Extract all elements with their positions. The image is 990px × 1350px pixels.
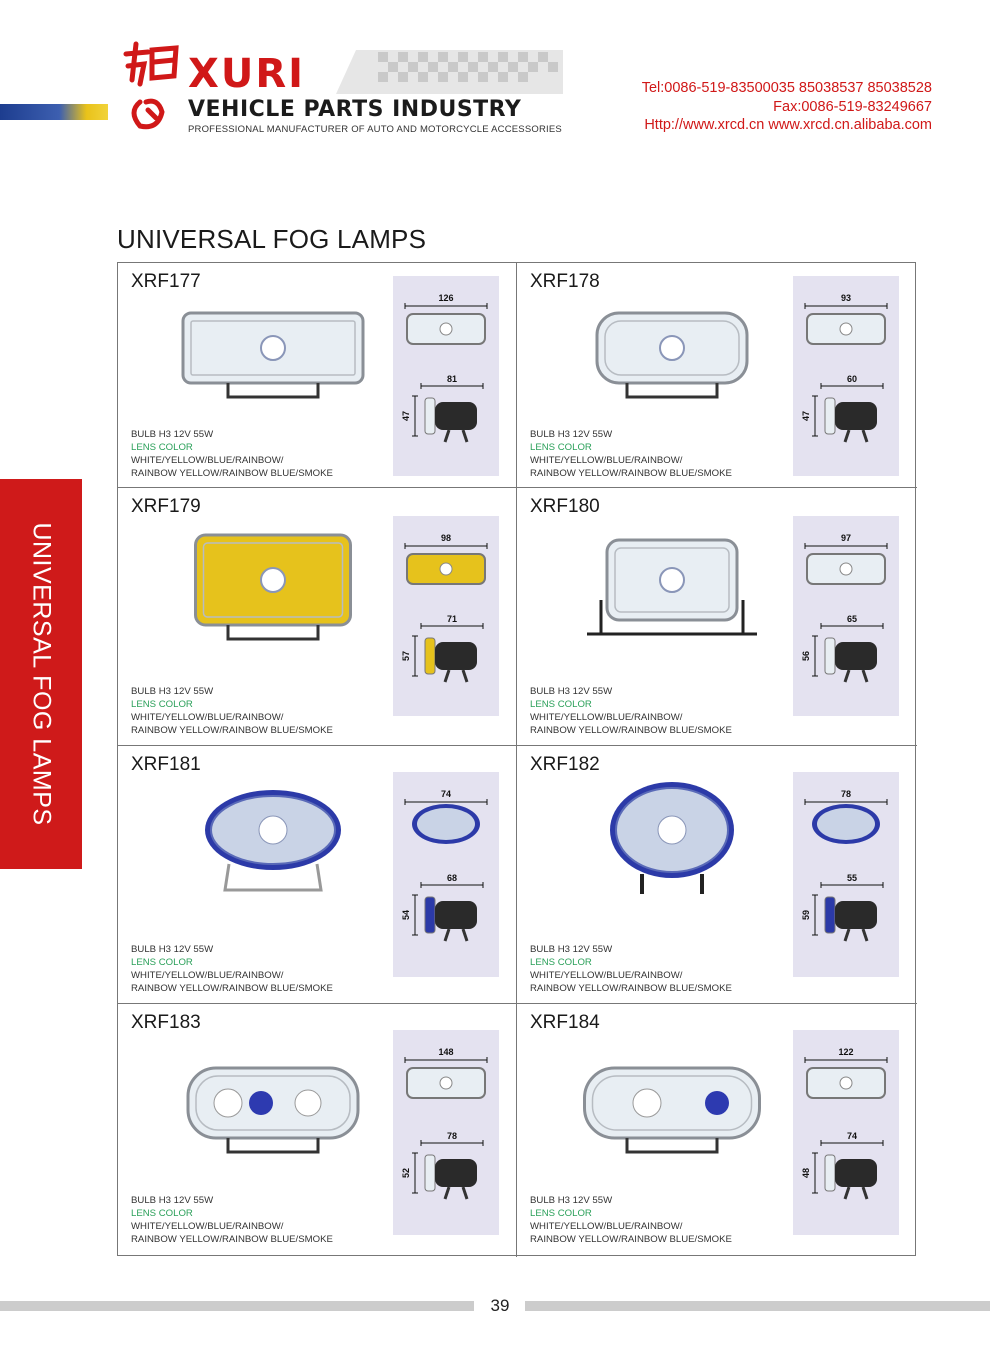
lens-color-options-2: RAINBOW YELLOW/RAINBOW BLUE/SMOKE bbox=[131, 1234, 333, 1245]
product-card-xrf180 bbox=[517, 488, 917, 746]
section-side-tab bbox=[0, 479, 82, 869]
side-tab-label: UNIVERSAL FOG LAMPS bbox=[27, 522, 56, 826]
dimension-drawing bbox=[393, 276, 499, 476]
lens-color-options: WHITE/YELLOW/BLUE/RAINBOW/ bbox=[131, 970, 284, 981]
product-card-xrf181 bbox=[118, 746, 517, 1004]
depth-dimension: 71 bbox=[446, 614, 458, 624]
spec-list bbox=[530, 428, 732, 480]
model-number: XRF182 bbox=[530, 754, 600, 775]
height-dimension: 52 bbox=[401, 1167, 411, 1179]
lens-color-options: WHITE/YELLOW/BLUE/RAINBOW/ bbox=[131, 455, 284, 466]
xuri-chinese-logo bbox=[118, 40, 188, 132]
depth-dimension: 65 bbox=[846, 614, 858, 624]
company-tagline: PROFESSIONAL MANUFACTURER OF AUTO AND MOTORCYCLE ACCESSORIES bbox=[188, 124, 562, 135]
dimension-diagram bbox=[793, 276, 899, 476]
model-number: XRF183 bbox=[131, 1012, 201, 1033]
lamp-photo bbox=[572, 776, 772, 896]
lamp-photo bbox=[173, 526, 373, 646]
lens-color-label: LENS COLOR bbox=[530, 699, 592, 710]
bulb-spec: BULB H3 12V 55W bbox=[131, 429, 214, 440]
dimension-diagram bbox=[793, 772, 899, 977]
lamp-photo bbox=[173, 299, 373, 409]
width-dimension: 78 bbox=[840, 789, 852, 799]
width-dimension: 98 bbox=[440, 533, 452, 543]
spec-list bbox=[530, 1194, 732, 1246]
dimension-diagram bbox=[393, 276, 499, 476]
width-dimension: 126 bbox=[438, 293, 454, 303]
dimension-diagram bbox=[393, 1030, 499, 1235]
height-dimension: 54 bbox=[401, 909, 411, 921]
product-card-xrf177 bbox=[118, 263, 517, 488]
page-number: 39 bbox=[490, 1296, 510, 1315]
bulb-spec: BULB H3 12V 55W bbox=[131, 1195, 214, 1206]
dimension-drawing bbox=[793, 516, 899, 716]
dimension-drawing bbox=[393, 772, 499, 977]
contact-fax: Fax:0086-519-83249667 bbox=[773, 98, 932, 115]
dimension-diagram bbox=[393, 772, 499, 977]
footer-bar-left bbox=[0, 1301, 474, 1311]
depth-dimension: 55 bbox=[846, 873, 858, 883]
lens-color-options-2: RAINBOW YELLOW/RAINBOW BLUE/SMOKE bbox=[530, 983, 732, 994]
lens-color-options: WHITE/YELLOW/BLUE/RAINBOW/ bbox=[131, 1221, 284, 1232]
bulb-spec: BULB H3 12V 55W bbox=[530, 944, 613, 955]
depth-dimension: 74 bbox=[846, 1131, 858, 1141]
lens-color-options: WHITE/YELLOW/BLUE/RAINBOW/ bbox=[131, 712, 284, 723]
product-card-xrf184 bbox=[517, 1004, 917, 1257]
bulb-spec: BULB H3 12V 55W bbox=[131, 944, 214, 955]
model-number: XRF177 bbox=[131, 271, 201, 292]
lens-color-options: WHITE/YELLOW/BLUE/RAINBOW/ bbox=[530, 455, 683, 466]
depth-dimension: 78 bbox=[446, 1131, 458, 1141]
lens-color-label: LENS COLOR bbox=[530, 957, 592, 968]
spec-list bbox=[530, 943, 732, 995]
depth-dimension: 81 bbox=[446, 374, 458, 384]
width-dimension: 148 bbox=[438, 1047, 454, 1057]
dimension-drawing bbox=[393, 1030, 499, 1235]
contact-tel: Tel:0086-519-83500035 85038537 85038528 bbox=[641, 80, 932, 96]
width-dimension: 122 bbox=[838, 1047, 854, 1057]
checker-flag-decoration bbox=[318, 50, 563, 94]
lens-color-options-2: RAINBOW YELLOW/RAINBOW BLUE/SMOKE bbox=[131, 983, 333, 994]
lamp-photo bbox=[173, 776, 373, 896]
bulb-spec: BULB H3 12V 55W bbox=[131, 686, 214, 697]
lens-color-options: WHITE/YELLOW/BLUE/RAINBOW/ bbox=[530, 712, 683, 723]
footer-bar-right bbox=[525, 1301, 990, 1311]
dimension-drawing bbox=[793, 1030, 899, 1235]
height-dimension: 47 bbox=[801, 410, 811, 422]
model-number: XRF179 bbox=[131, 496, 201, 517]
lens-color-label: LENS COLOR bbox=[131, 699, 193, 710]
width-dimension: 74 bbox=[440, 789, 452, 799]
model-number: XRF180 bbox=[530, 496, 600, 517]
dimension-drawing bbox=[793, 276, 899, 476]
product-grid bbox=[117, 262, 916, 1256]
lens-color-label: LENS COLOR bbox=[530, 1208, 592, 1219]
lens-color-options-2: RAINBOW YELLOW/RAINBOW BLUE/SMOKE bbox=[131, 725, 333, 736]
model-number: XRF181 bbox=[131, 754, 201, 775]
company-name: VEHICLE PARTS INDUSTRY bbox=[188, 97, 522, 122]
bulb-spec: BULB H3 12V 55W bbox=[530, 429, 613, 440]
lens-color-label: LENS COLOR bbox=[131, 1208, 193, 1219]
width-dimension: 93 bbox=[840, 293, 852, 303]
lens-color-options-2: RAINBOW YELLOW/RAINBOW BLUE/SMOKE bbox=[530, 468, 732, 479]
model-number: XRF184 bbox=[530, 1012, 600, 1033]
lens-color-label: LENS COLOR bbox=[530, 442, 592, 453]
contact-block bbox=[642, 79, 932, 135]
height-dimension: 57 bbox=[401, 650, 411, 662]
product-card-xrf178 bbox=[517, 263, 917, 488]
height-dimension: 59 bbox=[801, 909, 811, 921]
model-number: XRF178 bbox=[530, 271, 600, 292]
lamp-photo bbox=[572, 526, 772, 646]
spec-list bbox=[530, 685, 732, 737]
lens-color-label: LENS COLOR bbox=[131, 442, 193, 453]
dimension-diagram bbox=[793, 516, 899, 716]
depth-dimension: 68 bbox=[446, 873, 458, 883]
dimension-drawing bbox=[793, 772, 899, 977]
spec-list bbox=[131, 685, 333, 737]
brand-name: XURI bbox=[188, 51, 306, 97]
header-color-stripe bbox=[0, 104, 108, 120]
height-dimension: 47 bbox=[401, 410, 411, 422]
dimension-diagram bbox=[393, 516, 499, 716]
lens-color-options: WHITE/YELLOW/BLUE/RAINBOW/ bbox=[530, 1221, 683, 1232]
bulb-spec: BULB H3 12V 55W bbox=[530, 1195, 613, 1206]
product-card-xrf179 bbox=[118, 488, 517, 746]
lamp-photo bbox=[173, 1054, 373, 1164]
lens-color-options-2: RAINBOW YELLOW/RAINBOW BLUE/SMOKE bbox=[131, 468, 333, 479]
product-card-xrf183 bbox=[118, 1004, 517, 1257]
lens-color-options: WHITE/YELLOW/BLUE/RAINBOW/ bbox=[530, 970, 683, 981]
dimension-diagram bbox=[793, 1030, 899, 1235]
bulb-spec: BULB H3 12V 55W bbox=[530, 686, 613, 697]
lens-color-label: LENS COLOR bbox=[131, 957, 193, 968]
product-card-xrf182 bbox=[517, 746, 917, 1004]
lens-color-options-2: RAINBOW YELLOW/RAINBOW BLUE/SMOKE bbox=[530, 1234, 732, 1245]
depth-dimension: 60 bbox=[846, 374, 858, 384]
width-dimension: 97 bbox=[840, 533, 852, 543]
lamp-photo bbox=[572, 299, 772, 409]
contact-web[interactable]: Http://www.xrcd.cn www.xrcd.cn.alibaba.com bbox=[644, 117, 932, 133]
spec-list bbox=[131, 428, 333, 480]
lens-color-options-2: RAINBOW YELLOW/RAINBOW BLUE/SMOKE bbox=[530, 725, 732, 736]
height-dimension: 56 bbox=[801, 650, 811, 662]
page-title: UNIVERSAL FOG LAMPS bbox=[117, 224, 427, 254]
dimension-drawing bbox=[393, 516, 499, 716]
lamp-photo bbox=[572, 1054, 772, 1164]
height-dimension: 48 bbox=[801, 1167, 811, 1179]
spec-list bbox=[131, 943, 333, 995]
spec-list bbox=[131, 1194, 333, 1246]
